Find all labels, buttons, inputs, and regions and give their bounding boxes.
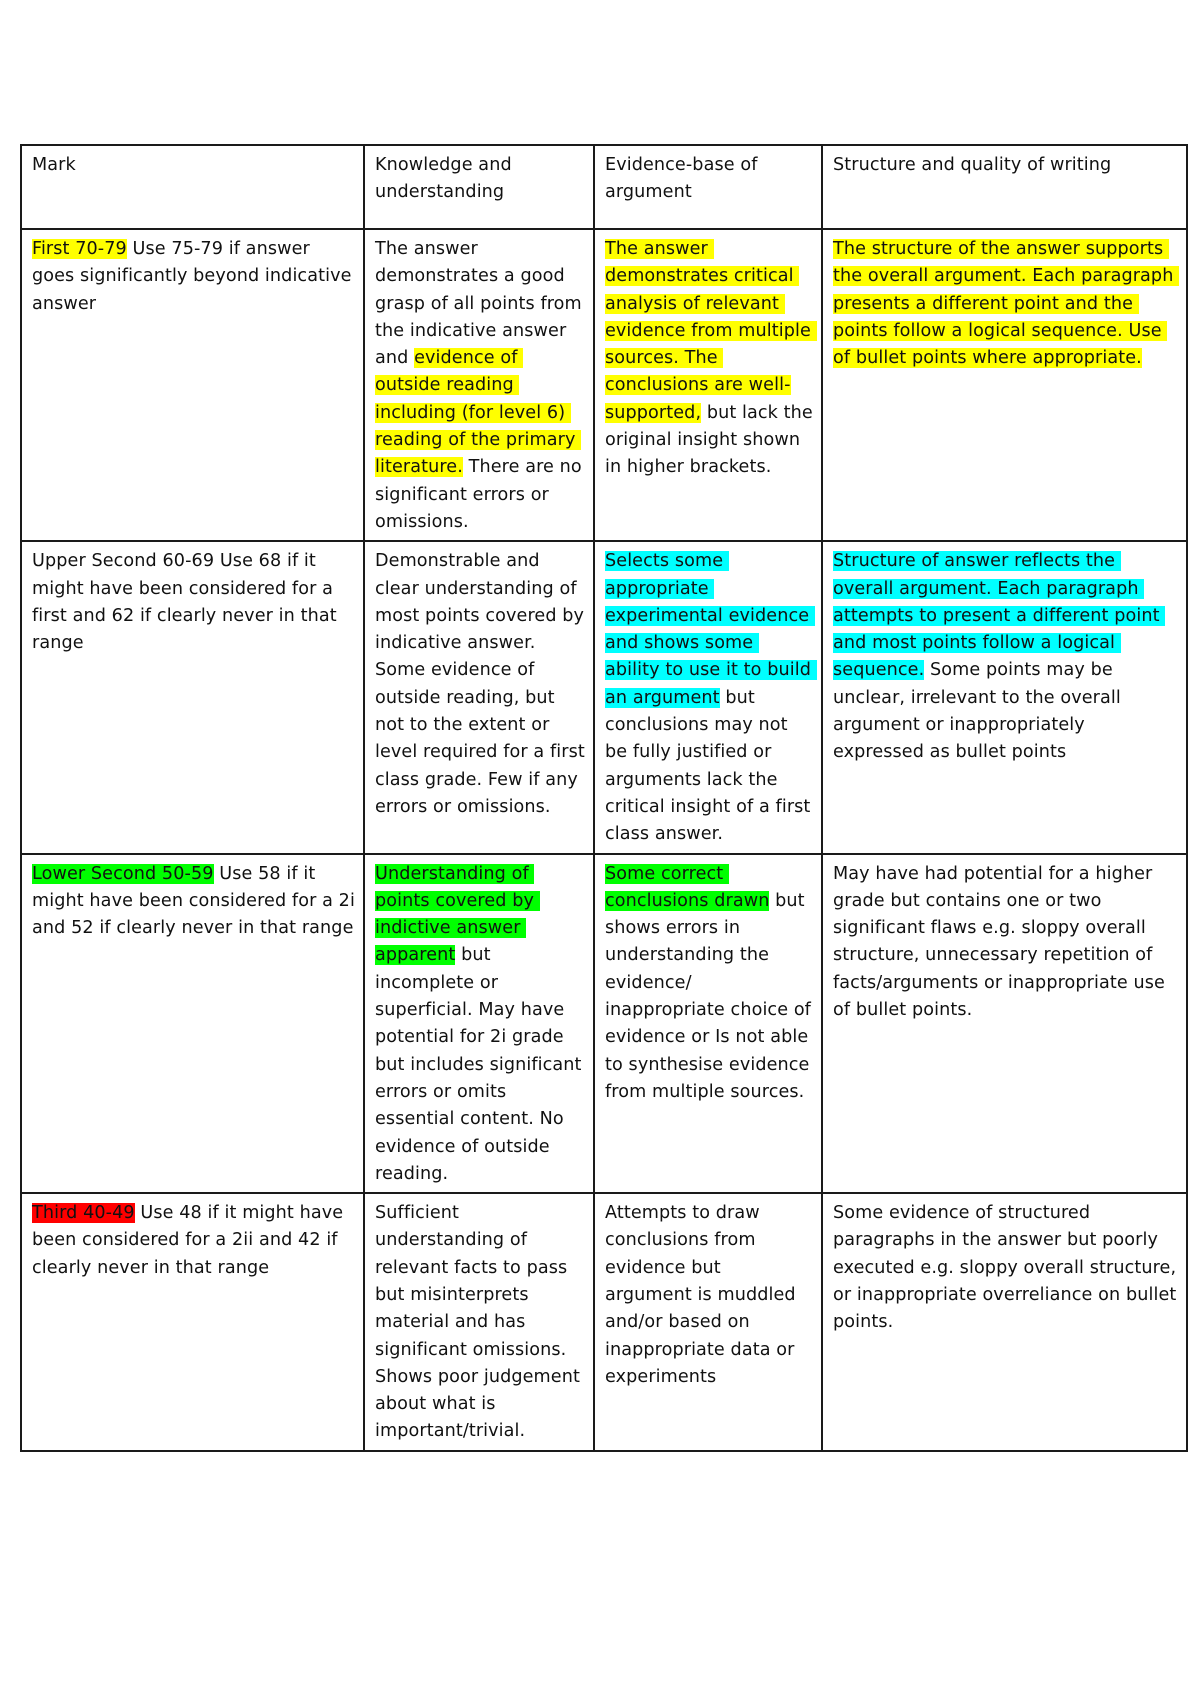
structure-cell [822, 541, 1187, 853]
cell-text: The answer demonstrates a good grasp of all points from the indicative answer and [375, 239, 588, 369]
table-row-first [21, 229, 1187, 541]
header-row [21, 145, 1187, 229]
cell-text: May have had potential for a higher grade but contains one or two significant flaws e.g. sloppy overall structure, unnecessary repetition of facts/arguments or inappropriate use of bullet points. [833, 863, 1171, 1021]
grade-description: Use 48 if it might have been considered for a 2ii and 42 if clearly never in that range [32, 1203, 349, 1278]
evidence-cell [594, 229, 822, 541]
table-row-upper-second [21, 541, 1187, 853]
header-evidence: Evidence-base of argument [594, 145, 822, 229]
header-knowledge: Knowledge and understanding [364, 145, 594, 229]
structure-cell [822, 1193, 1187, 1451]
grade-cell [21, 229, 364, 541]
evidence-cell [594, 1193, 822, 1451]
evidence-cell [594, 541, 822, 853]
highlighted-text: Understanding of points covered by indictive answer apparent [375, 863, 540, 966]
cell-text: but lack the original insight shown in higher brackets. [605, 402, 819, 478]
structure-cell [822, 854, 1187, 1194]
highlighted-text: Some correct conclusions drawn [605, 863, 770, 911]
marking-rubric-table [20, 144, 1188, 1452]
cell-text: but incomplete or superficial. May have potential for 2i grade but includes significant errors or omits essential content. No evidence of outside reading. [375, 945, 588, 1184]
cell-text: Some evidence of structured paragraphs in the answer but poorly executed e.g. sloppy overall structure, or inappropriate overreliance on bullet points. [833, 1203, 1183, 1333]
table-row-third [21, 1193, 1187, 1451]
cell-text: but conclusions may not be fully justified or arguments lack the critical insight of a first class answer. [605, 687, 817, 845]
highlighted-text: The structure of the answer supports the overall argument. Each paragraph presents a different point and the points follow a logical sequence. Use of bullet points where appropriate. [833, 239, 1180, 369]
header-structure: Structure and quality of writing [822, 145, 1187, 229]
cell-text: but shows errors in understanding the evidence/ inappropriate choice of evidence or Is not able to synthesise evidence from multiple sources. [605, 890, 817, 1102]
cell-text: There are no significant errors or omissions. [375, 457, 588, 532]
grade-description: Use 58 if it might have been considered for a 2i and 52 if clearly never in that range [32, 863, 361, 939]
cell-text: Demonstrable and clear understanding of most points covered by indicative answer. Some evidence of outside reading, but not to the extent or level required for a first class grade. Few if any errors or omissions. [375, 551, 591, 817]
cell-text: Some points may be unclear, irrelevant to the overall argument or inappropriately expressed as bullet points [833, 660, 1127, 763]
highlighted-text: Selects some appropriate experimental evidence and shows some ability to use it to build an argument [605, 551, 817, 708]
highlighted-text: Structure of answer reflects the overall argument. Each paragraph attempts to present a different point and most points follow a logical sequence. [833, 551, 1166, 681]
grade-cell [21, 1193, 364, 1451]
cell-text: Sufficient understanding of relevant facts to pass but misinterprets material and has significant omissions. Shows poor judgement about what is important/trivial. [375, 1203, 586, 1442]
grade-label: First 70-79 [32, 239, 127, 259]
grade-label: Upper Second 60-69 Use 68 if it might have been considered for a first and 62 if clearly never in that range [32, 551, 343, 654]
highlighted-text: The answer demonstrates critical analysis of relevant evidence from multiple sources. The conclusions are well-supported, [605, 239, 817, 423]
knowledge-cell [364, 229, 594, 541]
cell-text: Attempts to draw conclusions from evidence but argument is muddled and/or based on inappropriate data or experiments [605, 1203, 802, 1387]
knowledge-cell [364, 1193, 594, 1451]
highlighted-text: evidence of outside reading including (for level 6) reading of the primary literature. [375, 348, 582, 478]
grade-cell [21, 541, 364, 853]
structure-cell [822, 229, 1187, 541]
grade-description: Use 75-79 if answer goes significantly beyond indicative answer [32, 239, 358, 314]
evidence-cell [594, 854, 822, 1194]
table-row-lower-second [21, 854, 1187, 1194]
grade-label: Lower Second 50-59 [32, 863, 214, 884]
header-mark: Mark [21, 145, 364, 229]
grade-cell [21, 854, 364, 1194]
grade-label: Third 40-49 [32, 1203, 135, 1224]
knowledge-cell [364, 541, 594, 853]
knowledge-cell [364, 854, 594, 1194]
